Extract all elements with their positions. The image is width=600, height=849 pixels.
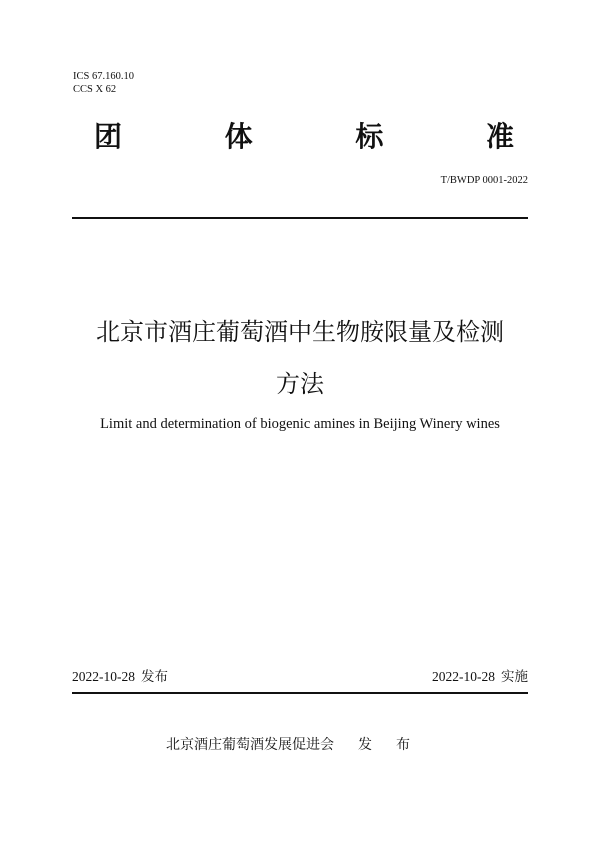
- publish-date: 2022-10-28: [72, 669, 135, 684]
- chinese-title-line-1: 北京市酒庄葡萄酒中生物胺限量及检测: [96, 318, 504, 346]
- chinese-title-line-2: 方法: [276, 370, 324, 398]
- date-row: [72, 667, 528, 687]
- implement-label: 实施: [501, 669, 528, 685]
- standard-type-heading: [94, 119, 514, 155]
- implement-date: 2022-10-28: [432, 669, 495, 684]
- issuer-label: 发布: [358, 737, 434, 753]
- publish-date-block: [72, 667, 168, 687]
- header-divider: [72, 217, 528, 219]
- ics-code: ICS 67.160.10: [73, 71, 134, 82]
- ccs-code: CCS X 62: [73, 84, 117, 95]
- issuer-line: [0, 734, 600, 756]
- standard-type-char: 体: [224, 120, 253, 153]
- standard-type-char: 准: [485, 120, 514, 153]
- footer-divider: [72, 692, 528, 694]
- publish-label: 发布: [141, 669, 168, 685]
- issuer-name: 北京酒庄葡萄酒发展促进会: [166, 737, 334, 753]
- standard-type-char: 标: [355, 120, 384, 153]
- classification-codes: [73, 70, 134, 96]
- implement-date-block: [432, 667, 528, 687]
- english-title: Limit and determination of biogenic amines in Beijing Winery wines: [100, 416, 500, 432]
- standard-number: T/BWDP 0001-2022: [440, 175, 528, 186]
- standard-type-char: 团: [94, 120, 123, 153]
